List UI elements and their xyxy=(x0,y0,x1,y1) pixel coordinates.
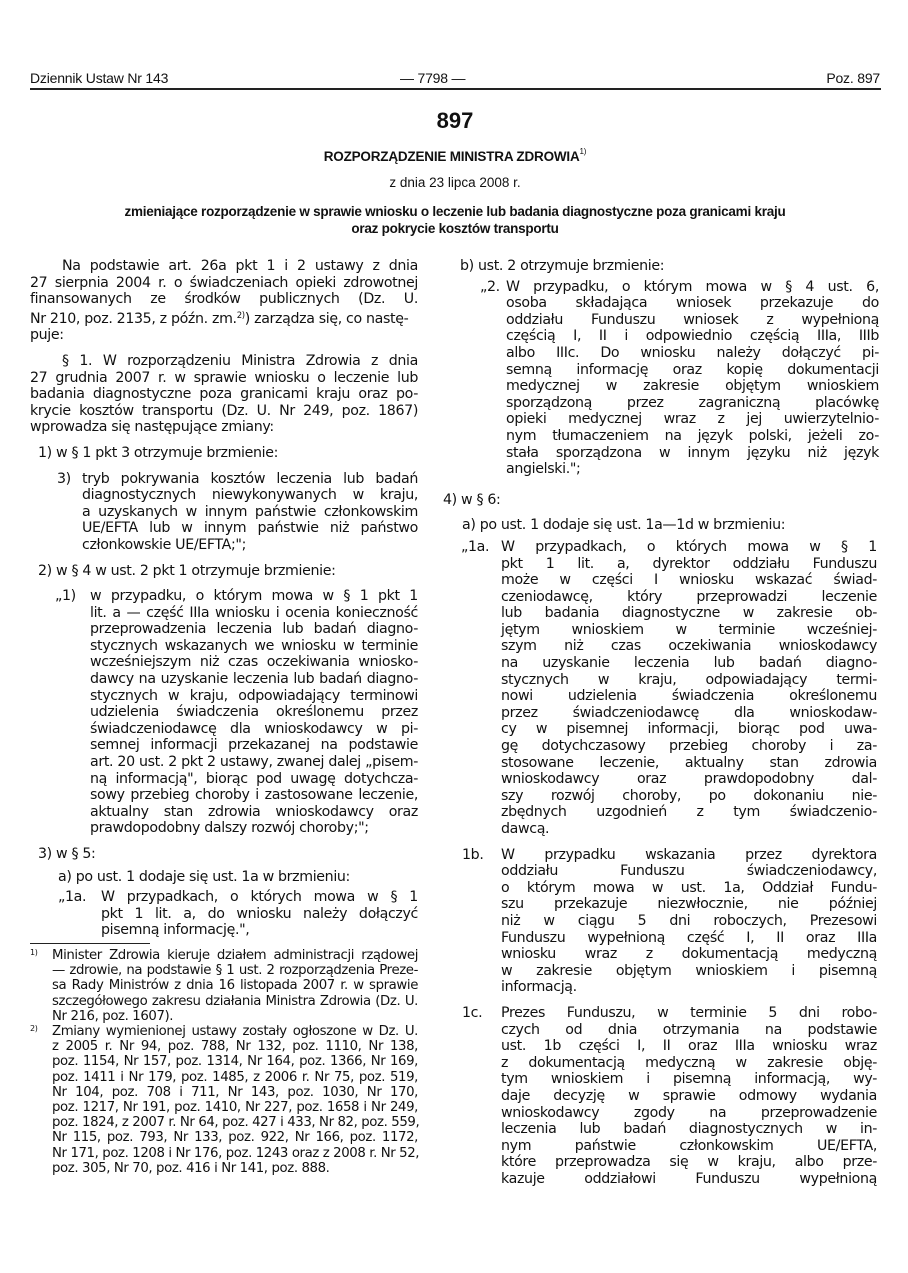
text-line: wcześniejszym niż czas oczekiwania wniosko- xyxy=(90,654,418,671)
text-line: finansowanych ze środków publicznych (Dz. U. xyxy=(30,291,418,308)
item-text: w § 5: xyxy=(56,846,96,862)
quoted-ust-1c xyxy=(458,1005,877,1188)
quote-label: 3) xyxy=(57,470,71,487)
text-line: jętym wnioskiem w terminie wcześniej- xyxy=(501,621,877,638)
item-label: 3) xyxy=(38,846,52,862)
text-line: Na podstawie art. 26a pkt 1 i 2 ustawy z dnia xyxy=(62,258,418,274)
quote-label: 1b. xyxy=(462,846,484,863)
position-number: Poz. 897 xyxy=(826,70,880,86)
quote-label: „2. xyxy=(480,278,500,295)
text-line: Nr 216, poz. 1607). xyxy=(52,1008,174,1024)
text-line: albo IIIc. Do wniosku należy dołączyć pi- xyxy=(506,344,879,361)
header-rule xyxy=(30,88,881,90)
text-line: W przypadkach, o których mowa w § 1 xyxy=(101,889,418,906)
quoted-ust-1b xyxy=(458,847,877,996)
text-line: nowi udzielenia świadczenia określonemu xyxy=(501,688,877,705)
text-line: stycznych w kraju, odpowiadający terminowi xyxy=(90,687,418,704)
text-line: przez świadczeniodawcę dla wnioskodaw- xyxy=(501,704,877,721)
text-line: lit. a — część IIIa wniosku i ocenia konieczność xyxy=(90,604,418,621)
footnote-1 xyxy=(30,948,418,1024)
act-subject-line: oraz pokrycie kosztów transportu xyxy=(351,221,559,236)
text-line: które przeprowadza się w kraju, albo prze- xyxy=(501,1154,877,1171)
text-line: ust. 1b części I, II oraz IIIa wniosku wraz xyxy=(501,1038,877,1055)
text-line: Zmiany wymienionej ustawy zostały ogłoszone w Dz. U. xyxy=(52,1024,418,1040)
quoted-ust-1a xyxy=(458,539,877,838)
text-line: dawcy na uzyskanie leczenia lub badań diagno- xyxy=(90,671,418,688)
text-line: nym tłumaczeniem na język polski, jeżeli zo- xyxy=(506,427,879,444)
text-line: wnioskodawcy oraz prawdopodobny dal- xyxy=(501,771,877,788)
footnote-mark: 1) xyxy=(30,948,38,957)
text-line: cy w pisemnej informacji, biorąc pod uwa- xyxy=(501,721,877,738)
act-subject xyxy=(30,203,880,237)
amendment-item-3a xyxy=(30,869,418,886)
item-heading xyxy=(443,492,883,509)
text-line: stała sporządzona w innym języku niż język xyxy=(506,444,879,461)
text-line: szym niż czas oczekiwania wnioskodawcy xyxy=(501,638,877,655)
text-line: kazuje oddziałowi Funduszu wypełnioną xyxy=(501,1170,877,1187)
text-line: daje decyzję w sprawie odmowy wydania xyxy=(501,1087,877,1104)
act-title-text: ROZPORZĄDZENIE MINISTRA ZDROWIA xyxy=(323,149,580,164)
text-line: sowy przebieg choroby i zastosowane leczenie, xyxy=(90,787,418,804)
text-line: pisemną informację.", xyxy=(101,922,250,939)
text-line: może w części I wniosku wskazać świad- xyxy=(501,572,877,589)
text-line: krycie kosztów transportu (Dz. U. Nr 249, poz. 1867) xyxy=(30,402,418,419)
amendment-item-1 xyxy=(30,445,418,462)
text-line: udzielenia świadczenia określonemu przez xyxy=(90,704,418,721)
text-line: świadczeniodawcę dla wnioskodawcy w pi- xyxy=(90,720,418,737)
text-line: Prezes Funduszu, w terminie 5 dni robo- xyxy=(501,1004,877,1021)
item-label: b) xyxy=(460,258,474,274)
text-line: szu przekazuje niezwłocznie, nie później xyxy=(501,896,877,913)
quote-label: „1a. xyxy=(58,889,87,906)
left-column xyxy=(30,258,418,948)
item-heading xyxy=(38,563,418,580)
amendment-item-4a xyxy=(458,517,883,534)
act-number: 897 xyxy=(436,108,474,133)
quote-label: „1a. xyxy=(461,538,490,555)
text-line: prawdopodobny dalszy rozwój choroby;"; xyxy=(90,820,369,837)
text-line: osoba składająca wniosek przekazuje do xyxy=(506,295,879,312)
text-line: stosowane leczenie, aktualny stan zdrowia xyxy=(501,754,877,771)
text-line: szczegółowego zakresu działania Ministra Zdrowia (Dz. U. xyxy=(52,993,418,1009)
text-line: pkt 1 lit. a, do wniosku należy dołączyć xyxy=(101,905,418,922)
text-line: tryb pokrywania kosztów leczenia lub badań xyxy=(82,470,418,487)
text-line: W przypadku, o którym mowa w § 4 ust. 6, xyxy=(506,278,879,295)
right-column xyxy=(443,258,883,1196)
item-text: po ust. 1 dodaje się ust. 1a w brzmieniu: xyxy=(75,868,350,885)
quoted-point-3 xyxy=(30,471,418,554)
text-line: oddziału Funduszu świadczeniodawcy, xyxy=(501,863,877,880)
text-line: Nr 171, poz. 1208 i Nr 176, poz. 1243 oraz z 2008 r. Nr 52, xyxy=(52,1145,420,1161)
footnote-separator xyxy=(30,943,150,944)
text-line: W przypadku wskazania przez dyrektora xyxy=(501,846,877,863)
text-line: 27 sierpnia 2004 r. o świadczeniach opieki zdrowotnej xyxy=(30,274,418,291)
text-line: semnej informacji przekazanej na podstawie xyxy=(90,737,418,754)
quoted-point-1 xyxy=(30,588,418,837)
text-line: oddziału Funduszu wniosek z wypełnioną xyxy=(506,311,879,328)
page-number: — 7798 — xyxy=(400,70,466,86)
text-line: szy rozwój choroby, po dokonaniu nie- xyxy=(501,787,877,804)
item-heading xyxy=(460,258,883,275)
text-line: z dokumentacją medyczną w zakresie obję- xyxy=(501,1054,877,1071)
text-line: na uzyskanie leczenia lub badań diagno- xyxy=(501,655,877,672)
quote-label: „1) xyxy=(55,588,76,605)
journal-name: Dziennik Ustaw Nr 143 xyxy=(30,70,169,86)
text-line: W przypadkach, o których mowa w § 1 xyxy=(501,538,877,555)
footnote-ref-2[interactable]: 2) xyxy=(236,310,245,321)
amendment-item-2 xyxy=(30,563,418,580)
text-line: częścią I, II i odpowiednio częścią IIIa, IIIb xyxy=(506,328,879,345)
item-heading xyxy=(38,445,418,462)
item-heading xyxy=(38,846,418,863)
text-line: Nr 104, poz. 708 i 711, Nr 143, poz. 1030, Nr 170, xyxy=(52,1084,418,1100)
item-label: a) xyxy=(462,517,476,534)
text-line: o którym mowa w ust. 1a, Oddział Fundu- xyxy=(501,879,877,896)
footnote-2 xyxy=(30,1024,418,1176)
text-line: Minister Zdrowia kieruje działem administracji rządowej xyxy=(52,948,418,963)
text-line: stycznych w kraju, odpowiadający termi- xyxy=(501,671,877,688)
text-line xyxy=(30,308,418,328)
text-line: diagnostycznych niewykonywanych w kraju, xyxy=(82,487,418,504)
text-line: medycznej w zakresie objętym wnioskiem xyxy=(506,378,879,395)
text-line: sporządzoną przez zagraniczną placówkę xyxy=(506,394,879,411)
footnote-mark: 2) xyxy=(30,1024,38,1034)
text-line: informacją. xyxy=(501,979,577,996)
text-line: wprowadza się następujące zmiany: xyxy=(30,419,274,436)
amendment-item-3 xyxy=(30,846,418,863)
text-line: poz. 1411 i Nr 179, poz. 1485, z 2006 r. Nr 75, poz. 519, xyxy=(52,1069,418,1085)
text-line: czych od dnia otrzymania na podstawie xyxy=(501,1021,877,1038)
text-line: leczenia lub badań diagnostycznych w in- xyxy=(501,1121,877,1138)
text-line: UE/EFTA lub w innym państwie niż państwo xyxy=(82,520,418,537)
text-line: a uzyskanych w innym państwie członkowskim xyxy=(82,503,418,520)
item-heading xyxy=(462,517,883,534)
text-line: wnioskodawcy zgody na przeprowadzenie xyxy=(501,1104,877,1121)
item-text: w § 6: xyxy=(461,491,501,508)
text-line: Funduszu wypełnioną część I, II oraz IIIa xyxy=(501,929,877,946)
footnotes xyxy=(30,948,418,1176)
item-text: ust. 2 otrzymuje brzmienie: xyxy=(478,258,665,274)
text-line: wniosku wraz z dokumentacją medyczną xyxy=(501,946,877,963)
text-line: w zakresie objętym wnioskiem i pisemną xyxy=(501,962,877,979)
text-line: niż w ciągu 5 dni roboczych, Prezesowi xyxy=(501,912,877,929)
running-head xyxy=(30,70,880,90)
text-fragment: ) zarządza się, co nastę- xyxy=(244,310,409,327)
text-line: z 2005 r. Nr 94, poz. 788, Nr 132, poz. 1110, Nr 138, xyxy=(52,1039,418,1055)
item-text: w § 1 pkt 3 otrzymuje brzmienie: xyxy=(56,444,279,461)
amendment-item-4 xyxy=(443,492,883,509)
quote-label: 1c. xyxy=(462,1004,483,1021)
act-subject-line: zmieniające rozporządzenie w sprawie wniosku o leczenie lub badania diagnostyczne poza granicami kraju xyxy=(124,204,786,219)
footnote-ref-1[interactable]: 1) xyxy=(579,147,587,156)
quoted-ust-2 xyxy=(458,279,879,478)
item-text: po ust. 1 dodaje się ust. 1a—1d w brzmieniu: xyxy=(479,517,786,534)
text-line: w przypadku, o którym mowa w § 1 pkt 1 xyxy=(90,588,418,605)
text-line: puje: xyxy=(30,327,64,344)
text-line: poz. 1824, z 2007 r. Nr 64, poz. 427 i 433, Nr 82, poz. 559, xyxy=(52,1115,420,1131)
item-label: 1) xyxy=(38,444,52,461)
text-line: tym wnioskiem i pisemną informacją, wy- xyxy=(501,1071,877,1088)
text-line: opieki medycznej wraz z jej uwierzytelnio- xyxy=(506,411,879,428)
text-line: sa Rady Ministrów z dnia 16 listopada 2007 r. w sprawie xyxy=(52,978,418,994)
text-line: semną informację oraz kopię dokumentacji xyxy=(506,361,879,378)
item-label: a) xyxy=(58,868,72,885)
item-label: 2) xyxy=(38,562,52,579)
text-line: aktualny stan zdrowia wnioskodawcy oraz xyxy=(90,803,418,820)
act-title xyxy=(30,147,880,164)
item-label: 4) xyxy=(443,491,457,508)
text-line: pkt 1 lit. a, dyrektor oddziału Funduszu xyxy=(501,555,877,572)
text-line: poz. 1217, Nr 191, poz. 1410, Nr 227, poz. 1658 i Nr 249, xyxy=(52,1100,418,1116)
amendment-item-3b xyxy=(458,258,883,275)
text-line: Nr 115, poz. 793, Nr 133, poz. 922, Nr 166, poz. 1172, xyxy=(52,1130,418,1146)
text-line: przeprowadzenia leczenia lub badań diagno- xyxy=(90,621,418,638)
text-line: członkowskie UE/EFTA;"; xyxy=(82,536,247,553)
text-line: § 1. W rozporządzeniu Ministra Zdrowia z dnia xyxy=(62,352,418,369)
text-line: zbędnych uzgodnień z tym świadczenio- xyxy=(501,804,877,821)
text-line: czeniodawcę, który przeprowadzi leczenie xyxy=(501,588,877,605)
text-line: gę dotychczasowy przebieg choroby i za- xyxy=(501,738,877,755)
act-date: z dnia 23 lipca 2008 r. xyxy=(389,175,521,190)
text-line: angielski."; xyxy=(506,461,581,478)
text-line: dawcą. xyxy=(501,821,550,837)
text-line: nym państwie członkowskim UE/EFTA, xyxy=(501,1137,877,1154)
text-line: — zdrowie, na podstawie § 1 ust. 2 rozporządzenia Preze- xyxy=(52,963,418,979)
item-heading xyxy=(58,869,418,886)
preamble xyxy=(30,258,418,344)
text-line: poz. 1154, Nr 157, poz. 1314, Nr 164, poz. 1366, Nr 169, xyxy=(52,1054,418,1070)
text-fragment: Nr 210, poz. 2135, z późn. zm. xyxy=(30,310,237,327)
text-line: stycznych wskazanych we wniosku w terminie xyxy=(90,637,418,654)
section-1 xyxy=(30,353,418,436)
text-line: ną informacją", biorąc pod uwagę dotychcza- xyxy=(90,770,418,787)
text-line: badania diagnostyczne poza granicami kraju oraz po- xyxy=(30,386,418,403)
text-line: art. 20 ust. 2 pkt 2 ustawy, zwanej dalej „pisem- xyxy=(90,754,418,771)
item-text: w § 4 w ust. 2 pkt 1 otrzymuje brzmienie: xyxy=(56,562,336,579)
text-line: 27 grudnia 2007 r. w sprawie wniosku o leczenie lub xyxy=(30,369,418,386)
text-line: poz. 305, Nr 70, poz. 416 i Nr 141, poz. 888. xyxy=(52,1160,330,1176)
text-line: lub badania diagnostyczne w zakresie ob- xyxy=(501,605,877,622)
quoted-ust-1a xyxy=(30,889,418,939)
